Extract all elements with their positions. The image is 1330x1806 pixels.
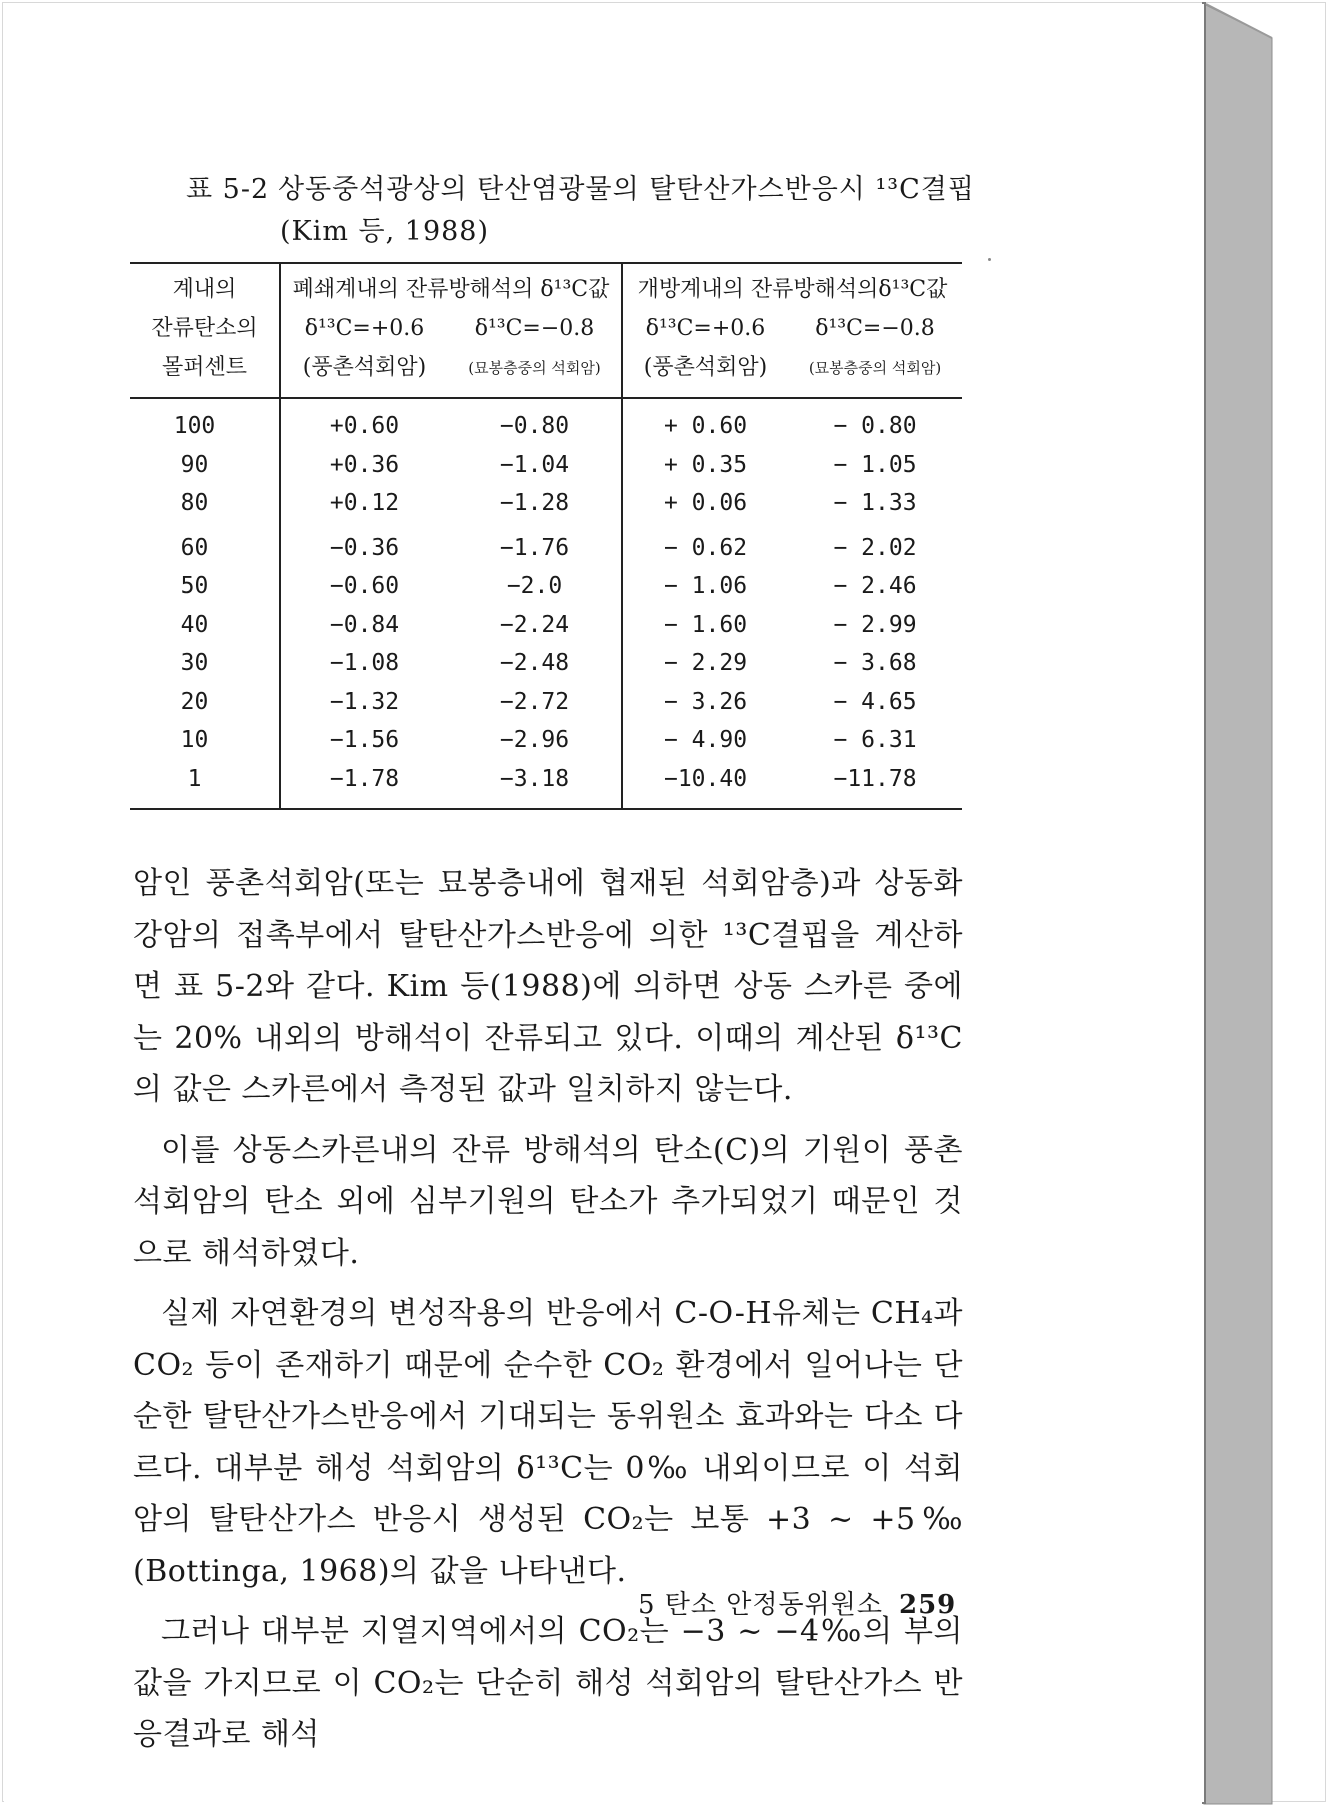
cell-mol: 40 <box>180 611 209 638</box>
cell-closed-b: −2.96 <box>499 727 570 753</box>
cell-open-a: + 0.06 <box>622 484 788 523</box>
table-source: (Kim 등, 1988) <box>280 216 490 247</box>
table-row <box>130 446 962 485</box>
sub-note-2: (묘봉층중의 석회암) <box>448 348 622 398</box>
paragraph: 이를 상동스카른내의 잔류 방해석의 탄소(C)의 기원이 풍촌석회암의 탄소 외에 심부기원의 탄소가 추가되었기 때문인 것으로 해석하였다. <box>133 1132 963 1271</box>
cell-mol: 1 <box>130 760 280 810</box>
cell-open-b: − 1.33 <box>833 490 917 516</box>
sub-note-3: (풍촌석회암) <box>622 348 788 398</box>
table-label: 표 5-2 <box>186 174 270 205</box>
cell-open-a: −10.40 <box>622 760 788 810</box>
cell-closed-b: −0.80 <box>499 413 570 439</box>
data-table-wrapper <box>130 262 962 810</box>
table-title: 상동중석광상의 탄산염광물의 탈탄산가스반응시 ¹³C결핍 <box>278 174 975 205</box>
page-number: 259 <box>899 1590 957 1620</box>
cell-closed-b: −1.04 <box>499 451 570 478</box>
table-row <box>130 567 962 606</box>
cell-open-a: − 0.62 <box>622 523 788 568</box>
cell-closed-a: −1.78 <box>280 760 448 810</box>
cell-closed-a: −0.36 <box>280 523 448 568</box>
cell-open-b: − 0.80 <box>833 413 917 439</box>
data-table <box>130 262 962 810</box>
cell-mol: 30 <box>180 650 209 676</box>
paragraph: 암인 풍촌석회암(또는 묘봉층내에 협재된 석회암층)과 상동화강암의 접촉부에서 탈탄산가스반응에 의한 ¹³C결핍을 계산하면 표 5-2와 같다. Kim 등(1988)에 의하면 상동 스카른 중에는 20% 내외의 방해석이 잔류되고 있다. 이때의 계산된 δ¹³C의 값은 스카른에서 측정된 값과 일치하지 않는다. <box>133 866 963 1107</box>
col-header-mol-2: 잔류탄소의 <box>151 316 258 341</box>
cell-open-a: − 2.29 <box>622 644 788 683</box>
caption-dot <box>988 258 991 261</box>
table-row <box>130 760 962 810</box>
cell-closed-b: −2.24 <box>499 611 570 638</box>
sub-note-4: (묘봉층중의 석회암) <box>788 348 962 398</box>
cell-closed-a: −0.60 <box>280 567 448 606</box>
body-text <box>133 858 963 1770</box>
cell-open-a: − 3.26 <box>622 683 788 722</box>
cell-closed-a: −1.56 <box>280 721 448 760</box>
cell-mol: 80 <box>180 490 209 516</box>
cell-closed-a: −0.84 <box>280 606 448 645</box>
cell-open-a: − 1.06 <box>622 567 788 606</box>
col-header-mol-1: 계내의 <box>130 263 280 309</box>
cell-closed-a: +0.12 <box>280 484 448 523</box>
cell-open-b: − 2.99 <box>833 611 917 638</box>
cell-open-b: − 2.46 <box>833 573 917 599</box>
cell-closed-b: −1.76 <box>499 534 570 561</box>
cell-open-b: − 3.68 <box>833 650 917 676</box>
cell-mol: 20 <box>180 688 209 715</box>
cell-closed-a: −1.32 <box>280 683 448 722</box>
cell-open-b: − 2.02 <box>833 534 917 561</box>
cell-closed-b: −3.18 <box>448 760 622 810</box>
cell-open-b: − 4.65 <box>833 688 917 715</box>
cell-closed-b: −2.72 <box>499 688 570 715</box>
sub-header-4: δ¹³C=−0.8 <box>815 315 935 341</box>
table-row <box>130 721 962 760</box>
table-row <box>130 398 962 446</box>
cell-mol: 90 <box>180 451 209 478</box>
group-header-closed: 폐쇄계내의 잔류방해석의 δ¹³C값 <box>280 263 622 309</box>
cell-closed-b: −2.0 <box>506 573 563 599</box>
cell-open-b: − 1.05 <box>833 451 917 478</box>
cell-mol: 50 <box>180 573 209 599</box>
cell-open-a: + 0.60 <box>622 398 788 446</box>
table-row <box>130 683 962 722</box>
sub-header-2: δ¹³C=−0.8 <box>474 315 595 341</box>
page-footer <box>638 1584 956 1621</box>
cell-open-b: − 6.31 <box>833 727 917 753</box>
paragraph: 그러나 대부분 지열지역에서의 CO₂는 −3 ~ −4‰의 부의 값을 가지므로 이 CO₂는 단순히 해성 석회암의 탈탄산가스 반응결과로 해석 <box>133 1614 963 1752</box>
table-caption <box>186 170 975 247</box>
table-row <box>130 606 962 645</box>
cell-closed-a: +0.36 <box>280 446 448 485</box>
cell-closed-a: +0.60 <box>280 398 448 446</box>
cell-closed-b: −1.28 <box>499 490 570 516</box>
table-row <box>130 484 962 523</box>
cell-mol: 60 <box>180 534 209 561</box>
cell-open-a: − 1.60 <box>622 606 788 645</box>
cell-mol: 100 <box>173 413 216 439</box>
table-row <box>130 523 962 568</box>
paragraph: 실제 자연환경의 변성작용의 반응에서 C-O-H유체는 CH₄과 CO₂ 등이 존재하기 때문에 순수한 CO₂ 환경에서 일어나는 단순한 탈탄산가스반응에서 기대되는 동위원소 효과와는 다소 다르다. 대부분 해성 석회암의 δ¹³C는 0‰ 내외이므로 이 석회암의 탈탄산가스 반응시 생성된 CO₂는 보통 +3 ~ +5‰(Bottinga, 1968)의 값을 나타낸다. <box>133 1296 963 1589</box>
cell-mol: 10 <box>180 727 209 753</box>
cell-open-a: + 0.35 <box>622 446 788 485</box>
cell-closed-a: −1.08 <box>280 644 448 683</box>
table-row <box>130 644 962 683</box>
sub-header-1: δ¹³C=+0.6 <box>280 309 448 348</box>
group-header-open: 개방계내의 잔류방해석의δ¹³C값 <box>622 263 962 309</box>
col-header-mol-3: 몰퍼센트 <box>130 348 280 398</box>
cell-open-a: − 4.90 <box>622 721 788 760</box>
cell-closed-b: −2.48 <box>499 650 570 676</box>
sub-header-3: δ¹³C=+0.6 <box>622 309 788 348</box>
cell-open-b: −11.78 <box>788 760 962 810</box>
chapter-title: 5 탄소 안정동위원소 <box>638 1590 883 1620</box>
sub-note-1: (풍촌석회암) <box>280 348 448 398</box>
